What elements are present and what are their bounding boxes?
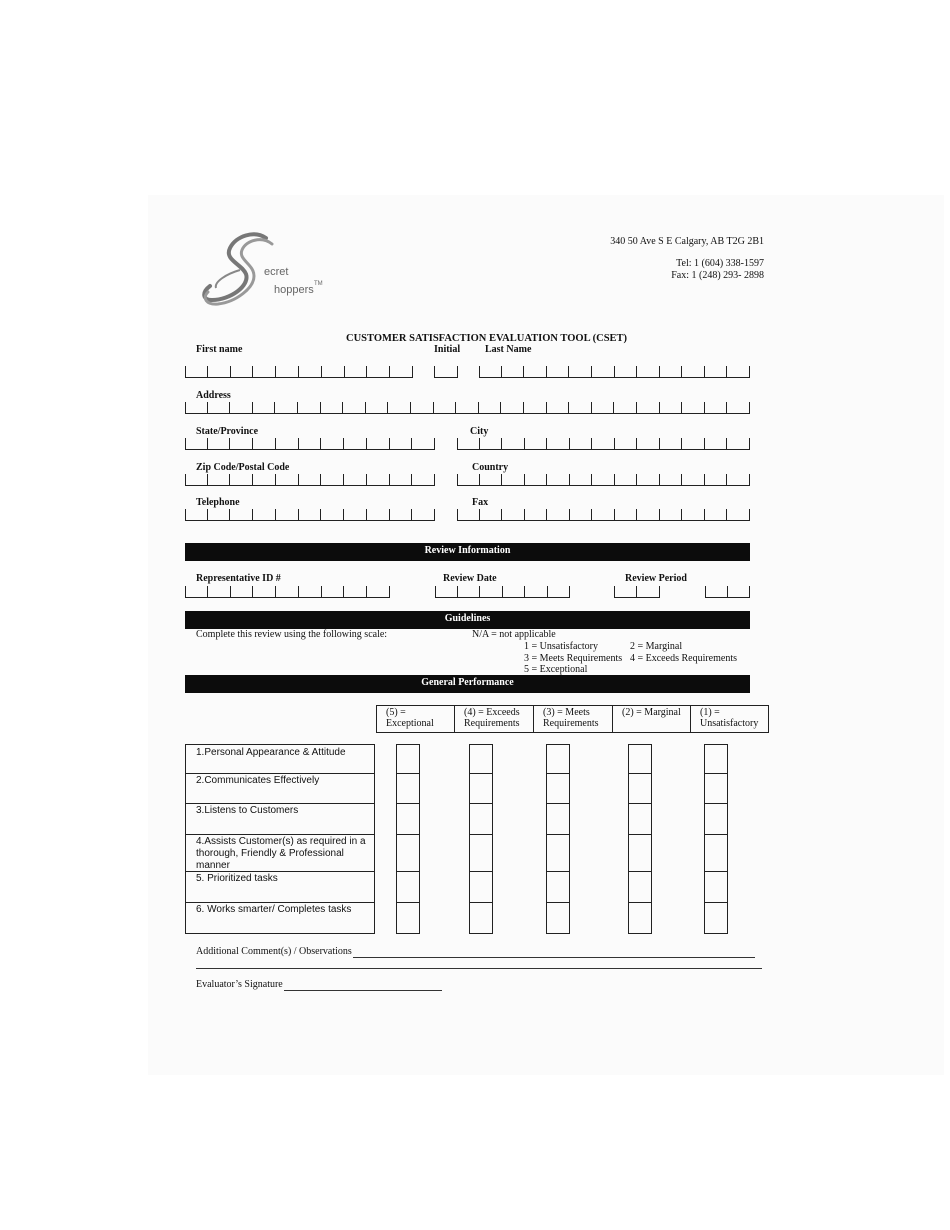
cell-divider (659, 438, 660, 449)
cell-divider (569, 586, 570, 597)
cell-divider (275, 509, 276, 520)
rating-header-2 (612, 705, 691, 733)
cell-divider (365, 402, 366, 413)
rating-checkbox[interactable] (470, 773, 492, 804)
rating-checkbox[interactable] (397, 871, 419, 903)
cell-divider (523, 366, 524, 377)
form-title: CUSTOMER SATISFACTION EVALUATION TOOL (CSET) (346, 333, 628, 344)
rating-checkbox[interactable] (547, 773, 569, 804)
cell-divider (726, 402, 727, 413)
rating-column-2 (628, 744, 652, 934)
signature-line[interactable] (284, 990, 442, 991)
cell-divider (726, 474, 727, 485)
cell-divider (229, 509, 230, 520)
cell-divider (389, 509, 390, 520)
rating-header-1 (690, 705, 769, 733)
cell-divider (659, 509, 660, 520)
cell-divider (749, 366, 750, 377)
cell-divider (614, 474, 615, 485)
scale-3: 3 = Meets Requirements (524, 653, 623, 664)
cell-divider (568, 366, 569, 377)
cell-divider (457, 586, 458, 597)
cell-divider (546, 402, 547, 413)
review-date-field[interactable] (435, 586, 570, 598)
cell-divider (389, 438, 390, 449)
label-address: Address (196, 390, 231, 401)
cell-divider (501, 474, 502, 485)
cell-divider (681, 366, 682, 377)
cell-divider (411, 438, 412, 449)
cell-divider (387, 402, 388, 413)
cell-divider (298, 366, 299, 377)
rating-checkbox[interactable] (629, 834, 651, 872)
label-fax: Fax (472, 497, 489, 508)
cell-divider (366, 474, 367, 485)
cell-divider (229, 402, 230, 413)
cell-divider (320, 509, 321, 520)
cell-divider (568, 402, 569, 413)
cell-divider (298, 586, 299, 597)
comments-line-2[interactable] (196, 968, 762, 969)
cell-divider (342, 402, 343, 413)
cell-divider (614, 438, 615, 449)
label-last-name: Last Name (485, 344, 532, 355)
initial-field[interactable] (434, 366, 458, 378)
comments-label: Additional Comment(s) / Observations (196, 946, 352, 957)
cell-divider (457, 366, 458, 377)
rating-checkbox[interactable] (470, 902, 492, 935)
label-first-name: First name (196, 344, 243, 355)
rating-column-5 (396, 744, 420, 934)
cell-divider (636, 366, 637, 377)
review-period-start-field[interactable] (614, 586, 660, 598)
logo-text-hoppers: hoppers (274, 284, 314, 296)
scale-2: 2 = Marginal (630, 641, 683, 652)
cell-divider (636, 402, 637, 413)
cell-divider (569, 474, 570, 485)
general-performance-header (185, 675, 750, 693)
review-info-header (185, 543, 750, 561)
rep-id-field[interactable] (185, 586, 390, 598)
cell-divider (410, 402, 411, 413)
rating-checkbox[interactable] (470, 803, 492, 835)
scale-1: 1 = Unsatisfactory (524, 641, 598, 652)
label-zip: Zip Code/Postal Code (196, 462, 290, 473)
cell-divider (252, 586, 253, 597)
rating-checkbox[interactable] (629, 803, 651, 835)
cell-divider (524, 474, 525, 485)
address-field[interactable] (185, 402, 750, 414)
rating-header-4-line1: (4) = Exceeds (464, 707, 520, 718)
rating-checkbox[interactable] (547, 745, 569, 774)
guidelines-title: Guidelines (444, 613, 491, 624)
rating-checkbox[interactable] (470, 871, 492, 903)
criterion-2: 2.Communicates Effectively (186, 773, 374, 804)
cell-divider (614, 366, 615, 377)
cell-divider (546, 509, 547, 520)
cell-divider (366, 586, 367, 597)
general-performance-title: General Performance (421, 677, 514, 688)
cell-divider (479, 474, 480, 485)
cell-divider (704, 366, 705, 377)
rating-header-2-line1: (2) = Marginal (622, 707, 681, 718)
cell-divider (704, 474, 705, 485)
cell-divider (726, 366, 727, 377)
cell-divider (479, 586, 480, 597)
criterion-3: 3.Listens to Customers (186, 803, 374, 835)
cell-divider (569, 438, 570, 449)
cell-divider (546, 438, 547, 449)
cell-divider (343, 474, 344, 485)
label-city: City (470, 426, 489, 437)
label-country: Country (472, 462, 509, 473)
cell-divider (298, 474, 299, 485)
cell-divider (207, 402, 208, 413)
cell-divider (569, 509, 570, 520)
label-rep-id: Representative ID # (196, 573, 281, 584)
cell-divider (389, 474, 390, 485)
cell-divider (659, 474, 660, 485)
rating-checkbox[interactable] (397, 902, 419, 935)
cell-divider (252, 509, 253, 520)
cell-divider (434, 509, 435, 520)
cell-divider (501, 366, 502, 377)
cell-divider (252, 474, 253, 485)
cell-divider (591, 402, 592, 413)
cell-divider (636, 474, 637, 485)
cell-divider (749, 438, 750, 449)
cell-divider (636, 509, 637, 520)
review-period-end-field[interactable] (705, 586, 750, 598)
cell-divider (704, 438, 705, 449)
cell-divider (546, 474, 547, 485)
rating-header-1-line1: (1) = (700, 707, 720, 718)
cell-divider (501, 438, 502, 449)
first-name-field[interactable] (185, 366, 413, 378)
cell-divider (343, 586, 344, 597)
cell-divider (366, 438, 367, 449)
rating-checkbox[interactable] (547, 902, 569, 935)
cell-divider (230, 366, 231, 377)
rating-column-4 (469, 744, 493, 934)
cell-divider (366, 366, 367, 377)
cell-divider (411, 509, 412, 520)
cell-divider (659, 586, 660, 597)
scale-5: 5 = Exceptional (524, 664, 588, 675)
cell-divider (344, 366, 345, 377)
company-address: 340 50 Ave S E Calgary, AB T2G 2B1 (610, 236, 764, 247)
cell-divider (207, 586, 208, 597)
cell-divider (502, 586, 503, 597)
cell-divider (591, 438, 592, 449)
cell-divider (343, 438, 344, 449)
cell-divider (252, 366, 253, 377)
cell-divider (455, 402, 456, 413)
cell-divider (320, 438, 321, 449)
cell-divider (207, 438, 208, 449)
last-name-field[interactable] (479, 366, 750, 378)
rating-checkbox[interactable] (397, 745, 419, 774)
cell-divider (726, 509, 727, 520)
rating-checkbox[interactable] (397, 834, 419, 872)
rating-header-5 (376, 705, 455, 733)
rating-header-3 (533, 705, 613, 733)
cell-divider (321, 366, 322, 377)
cell-divider (681, 438, 682, 449)
rating-column-3 (546, 744, 570, 934)
cell-divider (412, 366, 413, 377)
logo-trademark: TM (314, 281, 323, 287)
cell-divider (366, 509, 367, 520)
signature-label: Evaluator’s Signature (196, 979, 283, 990)
cell-divider (524, 586, 525, 597)
cell-divider (726, 438, 727, 449)
cell-divider (320, 402, 321, 413)
cell-divider (704, 402, 705, 413)
cell-divider (613, 402, 614, 413)
cell-divider (681, 402, 682, 413)
cell-divider (500, 402, 501, 413)
scale-4: 4 = Exceeds Requirements (630, 653, 737, 664)
cell-divider (501, 509, 502, 520)
cell-divider (591, 509, 592, 520)
criterion-4: 4.Assists Customer(s) as required in a thorough, Friendly & Professional manner (186, 834, 374, 872)
cell-divider (681, 474, 682, 485)
cell-divider (659, 366, 660, 377)
rating-header-4-line2: Requirements (464, 718, 520, 729)
cell-divider (275, 438, 276, 449)
rating-checkbox[interactable] (629, 871, 651, 903)
cell-divider (207, 509, 208, 520)
cell-divider (297, 402, 298, 413)
cell-divider (389, 586, 390, 597)
cell-divider (343, 509, 344, 520)
label-review-date: Review Date (443, 573, 497, 584)
rating-header-1-line2: Unsatisfactory (700, 718, 759, 729)
rating-checkbox[interactable] (547, 803, 569, 835)
state-field[interactable] (185, 438, 435, 450)
cell-divider (207, 474, 208, 485)
rating-checkbox[interactable] (629, 745, 651, 774)
rating-header-3-line1: (3) = Meets (543, 707, 590, 718)
cell-divider (298, 509, 299, 520)
cell-divider (749, 474, 750, 485)
cell-divider (478, 402, 479, 413)
cell-divider (614, 509, 615, 520)
criterion-6: 6. Works smarter/ Completes tasks (196, 904, 352, 915)
logo-text-ecret: ecret (264, 266, 289, 278)
cell-divider (749, 509, 750, 520)
cell-divider (229, 474, 230, 485)
company-fax: Fax: 1 (248) 293- 2898 (671, 270, 764, 281)
rating-checkbox[interactable] (470, 834, 492, 872)
cell-divider (320, 474, 321, 485)
cell-divider (704, 509, 705, 520)
scale-na: N/A = not applicable (472, 629, 556, 640)
rating-checkbox[interactable] (705, 745, 727, 774)
cell-divider (298, 438, 299, 449)
rating-checkbox[interactable] (547, 871, 569, 903)
zip-field[interactable] (185, 474, 435, 486)
cell-divider (275, 586, 276, 597)
rating-checkbox[interactable] (705, 871, 727, 903)
cell-divider (389, 366, 390, 377)
rating-header-5-line1: (5) = (386, 707, 406, 718)
cell-divider (230, 586, 231, 597)
cell-divider (547, 586, 548, 597)
review-info-title: Review Information (424, 545, 511, 556)
cell-divider (207, 366, 208, 377)
secret-shoppers-logo (196, 230, 336, 308)
criterion-5: 5. Prioritized tasks (186, 871, 374, 903)
guidelines-intro: Complete this review using the following scale: (196, 629, 388, 640)
company-tel: Tel: 1 (604) 338-1597 (676, 258, 764, 269)
city-field[interactable] (457, 438, 750, 450)
rating-checkbox[interactable] (397, 773, 419, 804)
cell-divider (434, 474, 435, 485)
rating-checkbox[interactable] (629, 773, 651, 804)
cell-divider (274, 402, 275, 413)
label-state: State/Province (196, 426, 259, 437)
cell-divider (524, 509, 525, 520)
cell-divider (321, 586, 322, 597)
cell-divider (275, 474, 276, 485)
cell-divider (434, 438, 435, 449)
label-review-period: Review Period (625, 573, 687, 584)
cell-divider (681, 509, 682, 520)
rating-checkbox[interactable] (397, 803, 419, 835)
country-field[interactable] (457, 474, 750, 486)
rating-checkbox[interactable] (629, 902, 651, 935)
rating-checkbox[interactable] (705, 803, 727, 835)
cell-divider (749, 402, 750, 413)
cell-divider (727, 586, 728, 597)
cell-divider (524, 438, 525, 449)
cell-divider (749, 586, 750, 597)
cell-divider (659, 402, 660, 413)
rating-header-3-line2: Requirements (543, 718, 599, 729)
label-initial: Initial (434, 344, 461, 355)
rating-checkbox[interactable] (705, 834, 727, 872)
rating-checkbox[interactable] (705, 773, 727, 804)
rating-checkbox[interactable] (547, 834, 569, 872)
guidelines-header (185, 611, 750, 629)
telephone-field[interactable] (185, 509, 435, 521)
cell-divider (636, 438, 637, 449)
criterion-1: 1.Personal Appearance & Attitude (186, 745, 374, 774)
cell-divider (411, 474, 412, 485)
comments-line-1[interactable] (353, 957, 755, 958)
cell-divider (229, 438, 230, 449)
rating-checkbox[interactable] (705, 902, 727, 935)
cell-divider (523, 402, 524, 413)
cell-divider (636, 586, 637, 597)
cell-divider (252, 402, 253, 413)
fax-field[interactable] (457, 509, 750, 521)
cell-divider (546, 366, 547, 377)
cell-divider (252, 438, 253, 449)
rating-header-4 (454, 705, 534, 733)
cell-divider (479, 509, 480, 520)
cell-divider (591, 474, 592, 485)
rating-column-1 (704, 744, 728, 934)
rating-header-5-line2: Exceptional (386, 718, 434, 729)
label-telephone: Telephone (196, 497, 240, 508)
criteria-table (185, 744, 375, 934)
cell-divider (591, 366, 592, 377)
rating-checkbox[interactable] (470, 745, 492, 774)
cell-divider (275, 366, 276, 377)
cell-divider (433, 402, 434, 413)
cell-divider (479, 438, 480, 449)
